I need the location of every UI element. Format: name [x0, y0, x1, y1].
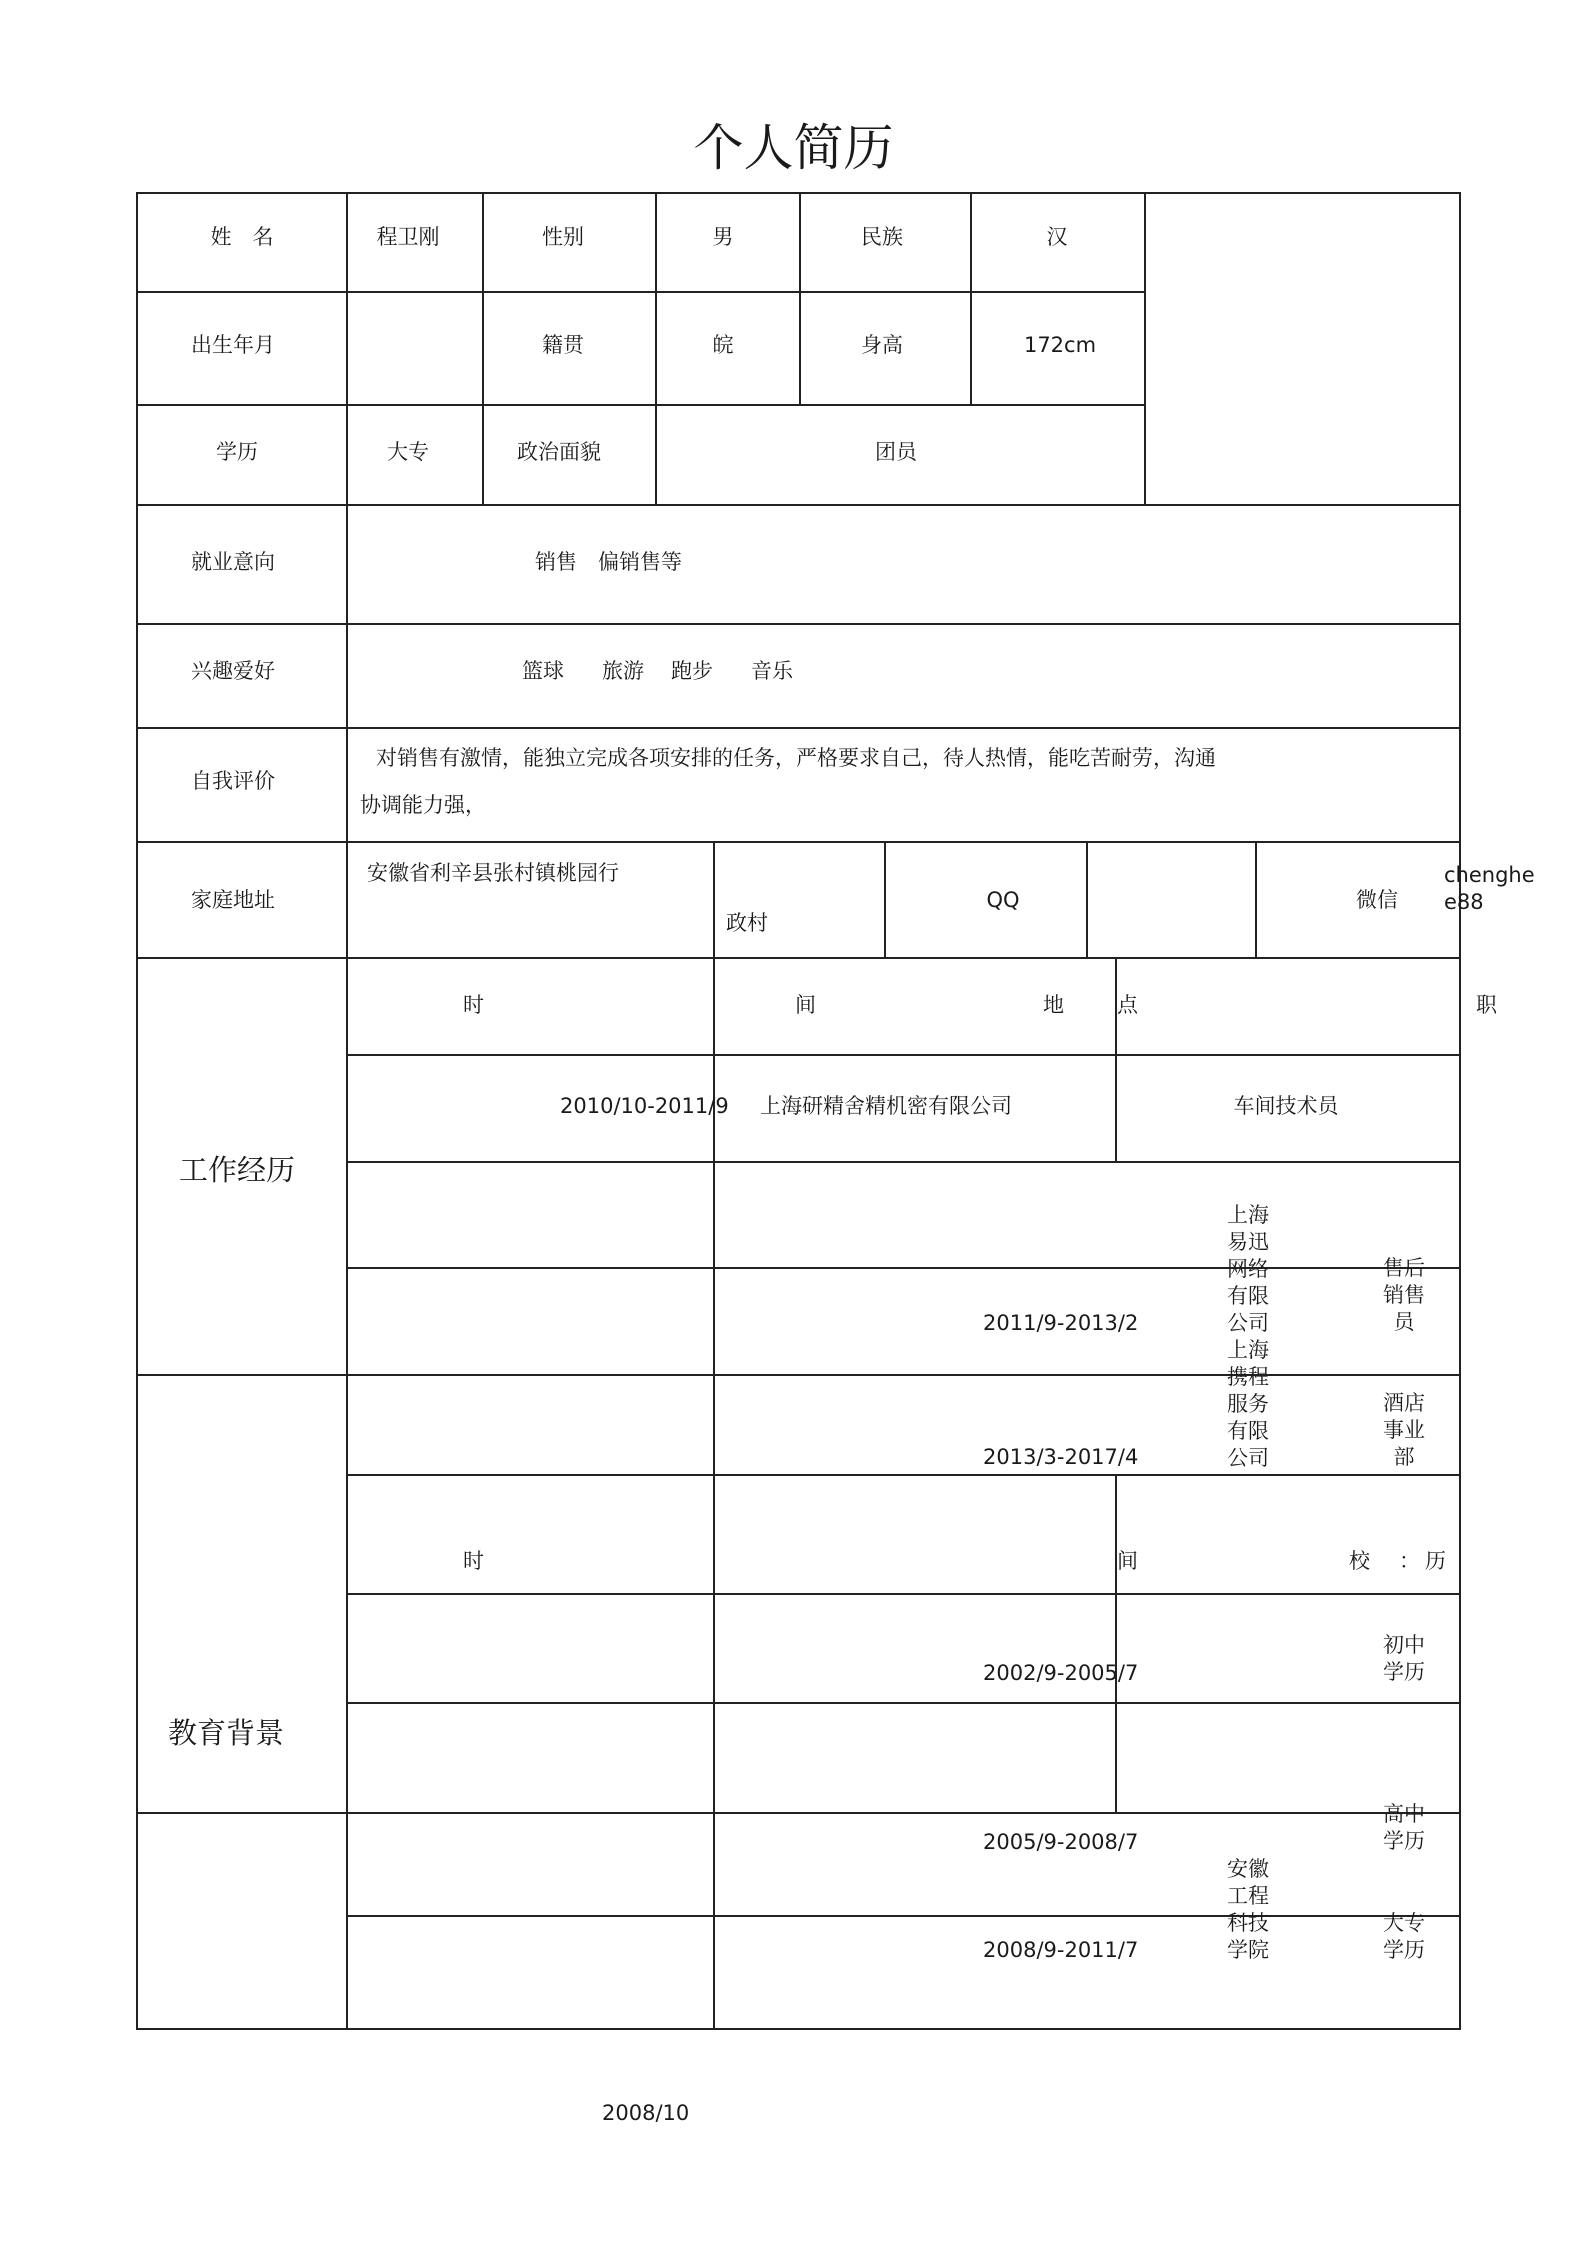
- ethnicity-label: 民族: [861, 225, 903, 249]
- work-place: 上海 易迅 网络 有限 公司: [1227, 1203, 1269, 1335]
- name-label: 姓 名: [210, 225, 274, 249]
- address-line2: 政村: [726, 911, 768, 935]
- work-period: 2010/10-2011/9: [560, 1094, 729, 1118]
- native-value: 皖: [712, 333, 734, 357]
- edu-header-period: 间: [1117, 1549, 1138, 1573]
- ethnicity-value: 汉: [1046, 225, 1068, 249]
- self-eval-line1: 对销售有激情，能独立完成各项安排的任务，严格要求自己，待人热情，能吃苦耐劳，沟通: [376, 746, 1216, 770]
- hobby-item: 旅游: [602, 659, 644, 683]
- work-place: 上海 携程 服务 有限 公司: [1227, 1338, 1269, 1470]
- political-value: 团员: [875, 440, 917, 464]
- self-eval-line2: 协调能力强，: [360, 793, 486, 817]
- education-section-label: 教育背景: [167, 1716, 285, 1750]
- address-label: 家庭地址: [191, 888, 275, 912]
- height-label: 身高: [861, 333, 903, 357]
- wechat-label: 微信: [1356, 888, 1398, 912]
- native-label: 籍贯: [542, 333, 584, 357]
- work-header-position: 职: [1476, 993, 1497, 1017]
- political-label: 政治面貌: [517, 440, 601, 464]
- work-header-location: 点: [1117, 993, 1138, 1017]
- work-header-period: 间: [795, 993, 816, 1017]
- intent-value: 销售 偏销售等: [535, 550, 682, 574]
- intent-label: 就业意向: [191, 550, 275, 574]
- work-period: 2011/9-2013/2: [983, 1311, 1139, 1335]
- edu-degree: 初中 学历: [1383, 1633, 1425, 1684]
- work-period: 2013/3-2017/4: [983, 1445, 1139, 1469]
- edu-header-time: 时: [463, 1549, 484, 1573]
- edu-degree: 高中 学历: [1383, 1802, 1425, 1853]
- work-place: 上海研精舍精机密有限公司: [760, 1094, 1012, 1118]
- edu-period: 2005/9-2008/7: [983, 1830, 1139, 1854]
- hobby-item: 音乐: [751, 659, 793, 683]
- work-position: 售后 销售 员: [1383, 1256, 1425, 1334]
- gender-label: 性别: [542, 225, 584, 249]
- hobbies-label: 兴趣爱好: [191, 659, 275, 683]
- education-label: 学历: [216, 440, 258, 464]
- gender-value: 男: [712, 225, 734, 249]
- hobby-item: 跑步: [671, 659, 713, 683]
- address-line1: 安徽省利辛县张村镇桃园行: [367, 861, 619, 885]
- height-value: 172cm: [1023, 333, 1097, 357]
- wechat-value-line2: e88: [1444, 890, 1484, 914]
- hobby-item: 篮球: [522, 659, 564, 683]
- edu-header-degree: 历: [1425, 1549, 1446, 1573]
- work-section-label: 工作经历: [178, 1153, 296, 1187]
- work-header-place: 地: [1043, 993, 1064, 1017]
- birth-label: 出生年月: [191, 333, 275, 357]
- page-title: 个人简历: [693, 119, 894, 177]
- edu-period: 2008/9-2011/7: [983, 1938, 1139, 1962]
- education-value: 大专: [387, 440, 429, 464]
- work-position: 酒店 事业 部: [1383, 1391, 1425, 1469]
- work-header-time: 时: [463, 993, 484, 1017]
- edu-header-sep: ：: [1399, 1549, 1420, 1573]
- footer-date: 2008/10: [602, 2101, 690, 2125]
- edu-school: 安徽 工程 科技 学院: [1227, 1857, 1269, 1962]
- self-eval-label: 自我评价: [191, 769, 275, 793]
- edu-degree: 大专 学历: [1383, 1911, 1425, 1962]
- edu-header-school: 校: [1349, 1549, 1370, 1573]
- name-value: 程卫刚: [376, 225, 440, 249]
- qq-label: QQ: [986, 888, 1020, 912]
- wechat-value-line1: chenghe: [1444, 863, 1535, 887]
- edu-period: 2002/9-2005/7: [983, 1661, 1139, 1685]
- work-position: 车间技术员: [1233, 1094, 1339, 1118]
